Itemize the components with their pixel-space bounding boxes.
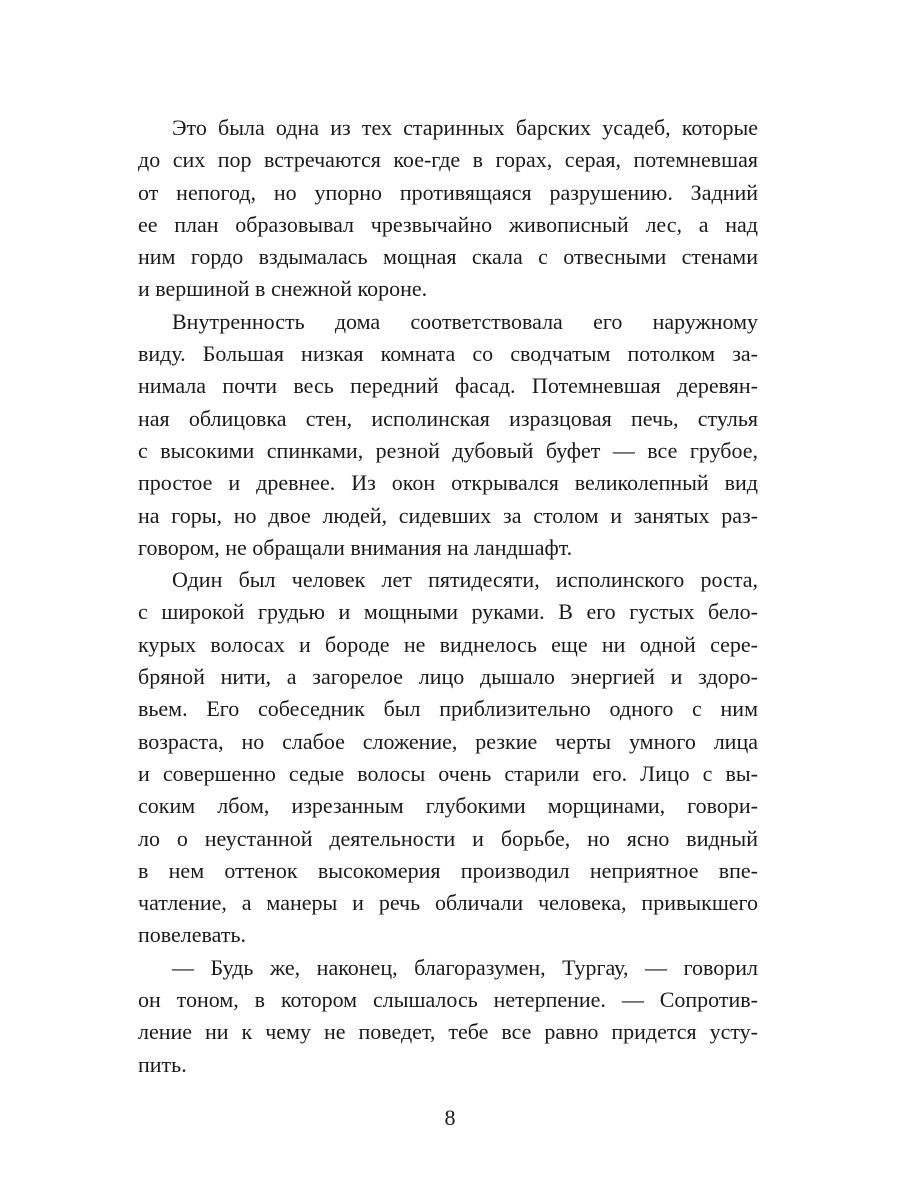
text-line: пить. <box>138 1051 187 1077</box>
text-line: он тоном, в котором слышалось нетерпение. — Сопротив- <box>138 987 758 1013</box>
text-line: соким лбом, изрезанным глубокими морщинами, говори- <box>138 793 758 819</box>
text-line: ним гордо вздымалась мощная скала с отвесными стенами <box>138 244 758 270</box>
text-line: повелевать. <box>138 922 246 948</box>
text-line: до сих пор встречаются кое-где в горах, серая, потемневшая <box>138 147 758 173</box>
text-line: от непогод, но упорно противящаяся разрушению. Задний <box>138 179 758 205</box>
text-line: ление ни к чему не поведет, тебе все равно придется усту- <box>138 1019 758 1045</box>
text-line: нимала почти весь передний фасад. Потемневшая деревян- <box>138 373 758 399</box>
text-line: вьем. Его собеседник был приблизительно одного с ним <box>138 696 758 722</box>
text-line: на горы, но двое людей, сидевших за столом и занятых раз- <box>138 502 758 528</box>
text-line: ее план образовывал чрезвычайно живописный лес, а над <box>138 211 758 237</box>
text-line: с широкой грудью и мощными руками. В его густых бело- <box>138 599 758 625</box>
text-line: ло о неустанной деятельности и борьбе, но ясно видный <box>138 825 758 851</box>
text-line: чатление, а манеры и речь обличали человека, привыкшего <box>138 890 758 916</box>
text-line: виду. Большая низкая комната со сводчатым потолком за- <box>138 341 758 367</box>
text-line: Внутренность дома соответствовала его наружному <box>172 308 758 334</box>
text-line: возраста, но слабое сложение, резкие черты умного лица <box>138 728 758 754</box>
text-line: курых волосах и бороде не виднелось еще ни одной сере- <box>138 631 758 657</box>
text-line: Один был человек лет пятидесяти, исполинского роста, <box>172 567 758 593</box>
text-line: и совершенно седые волосы очень старили его. Лицо с вы- <box>138 760 758 786</box>
page-number: 8 <box>444 1105 456 1130</box>
text-line: с высокими спинками, резной дубовый буфет — все грубое, <box>138 437 758 463</box>
text-line: ная облицовка стен, исполинская изразцовая печь, стулья <box>138 405 758 431</box>
body-text <box>138 112 758 1081</box>
text-line: бряной нити, а загорелое лицо дышало энергией и здоро- <box>138 664 758 690</box>
text-line: говором, не обращали внимания на ландшафт. <box>138 534 573 560</box>
text-line: Это была одна из тех старинных барских усадеб, которые <box>172 115 758 140</box>
text-line: и вершиной в снежной короне. <box>138 276 428 302</box>
text-line: в нем оттенок высокомерия производил неприятное впе- <box>138 857 758 883</box>
text-line: — Будь же, наконец, благоразумен, Тургау, — говорил <box>172 954 758 980</box>
text-line: простое и древнее. Из окон открывался великолепный вид <box>138 470 758 496</box>
